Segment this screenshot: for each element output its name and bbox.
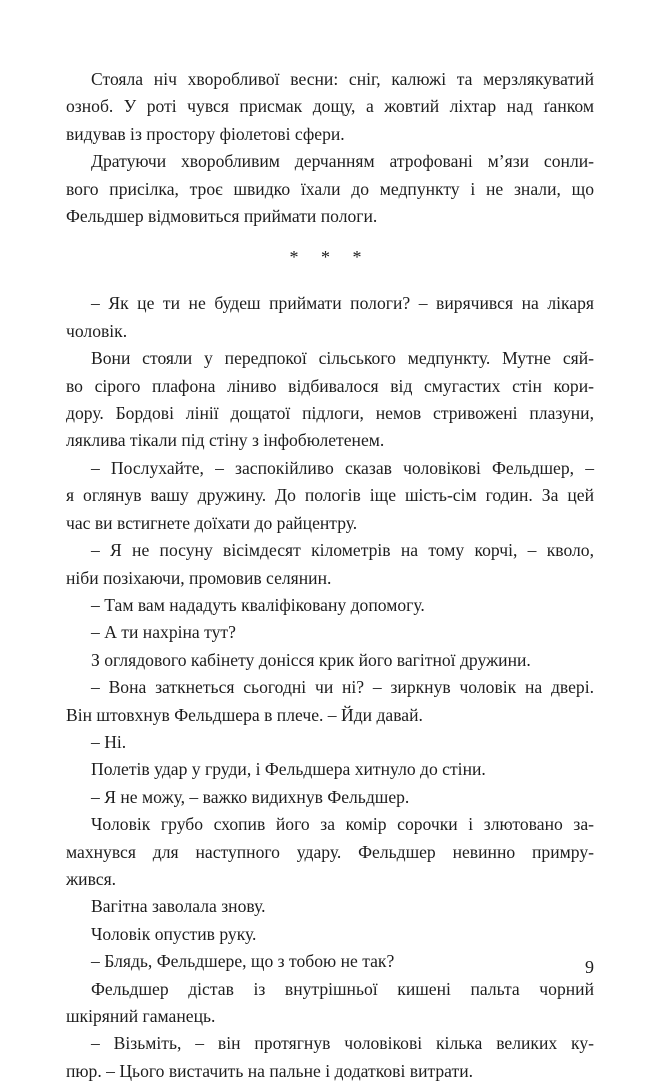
paragraph bbox=[66, 290, 594, 345]
text-line: Вони стояли у передпокої сільського медпункту. Мутне сяй- bbox=[91, 348, 594, 369]
text-line: – Блядь, Фельдшере, що з тобою не так? bbox=[91, 951, 395, 972]
section-separator: * * * bbox=[289, 247, 371, 268]
text-line: озноб. У роті чувся присмак дощу, а жовтий ліхтар над ґанком bbox=[66, 96, 594, 117]
text-line: пюр. – Цього вистачить на пальне і додаткові витрати. bbox=[66, 1060, 474, 1081]
paragraph bbox=[66, 976, 594, 1031]
paragraph bbox=[66, 893, 594, 920]
text-line: Він штовхнув Фельдшера в плече. – Йди давай. bbox=[66, 704, 423, 725]
text-line: вого присілка, троє швидко їхали до медпункту і не знали, що bbox=[66, 178, 594, 199]
text-line: дору. Бордові лінії дощатої підлоги, немов стривожені плазуни, bbox=[66, 403, 594, 424]
text-line: Чоловік опустив руку. bbox=[91, 923, 257, 944]
text-line: З оглядового кабінету донісся крик його вагітної дружини. bbox=[91, 649, 531, 670]
text-line: во сірого плафона ліниво відбивалося від смугастих стін кори- bbox=[66, 375, 594, 396]
paragraph bbox=[66, 455, 594, 537]
text-line: Стояла ніч хворобливої весни: сніг, калюжі та мерзлякуватий bbox=[91, 69, 594, 89]
text-line: Фельдшер відмовиться приймати пологи. bbox=[66, 206, 378, 227]
paragraph bbox=[66, 345, 594, 455]
text-line: – Послухайте, – заспокійливо сказав чоловікові Фельдшер, – bbox=[91, 457, 594, 478]
text-line: – Я не посуну вісімдесят кілометрів на тому корчі, – кволо, bbox=[91, 540, 594, 561]
text-line: чоловік. bbox=[66, 320, 128, 341]
body-text bbox=[66, 66, 594, 1085]
text-line: – Там вам нададуть кваліфіковану допомогу. bbox=[91, 594, 425, 615]
text-line: Полетів удар у груди, і Фельдшера хитнуло до стіни. bbox=[91, 759, 486, 780]
text-line: – Ні. bbox=[91, 731, 127, 752]
text-line: шкіряний гаманець. bbox=[66, 1006, 216, 1026]
text-line: Фельдшер дістав із внутрішньої кишені пальта чорний bbox=[91, 978, 594, 999]
text-line: жився. bbox=[66, 868, 117, 889]
text-line: час ви встигнете доїхати до райцентру. bbox=[66, 512, 358, 533]
text-line: я оглянув вашу дружину. До пологів іще шість-сім годин. За цей bbox=[66, 485, 594, 506]
paragraph bbox=[66, 592, 594, 619]
text-line: – Я не можу, – важко видихнув Фельдшер. bbox=[91, 786, 410, 807]
paragraph bbox=[66, 674, 594, 729]
text-line: Дратуючи хворобливим дерчанням атрофовані м’язи сонли- bbox=[91, 151, 594, 172]
paragraph bbox=[66, 756, 594, 783]
paragraph bbox=[66, 619, 594, 646]
text-line: ніби позіхаючи, промовив селянин. bbox=[66, 567, 332, 588]
text-line: видував із простору фіолетові сфери. bbox=[66, 123, 345, 144]
paragraph bbox=[66, 729, 594, 756]
paragraph bbox=[66, 647, 594, 674]
paragraph bbox=[66, 921, 594, 948]
text-line: махнувся для наступного удару. Фельдшер невинно примру- bbox=[66, 841, 594, 862]
page-number: 9 bbox=[585, 957, 594, 977]
paragraph bbox=[66, 1030, 594, 1085]
text-line: – А ти нахріна тут? bbox=[91, 622, 236, 643]
text-line: – Вона заткнеться сьогодні чи ні? – зиркнув чоловік на двері. bbox=[91, 677, 594, 698]
paragraph bbox=[66, 784, 594, 811]
text-line: ляклива тікали під стіну з інфобюлетенем. bbox=[66, 430, 385, 451]
text-line: – Візьміть, – він протягнув чоловікові кілька великих ку- bbox=[91, 1033, 594, 1054]
paragraph bbox=[66, 811, 594, 893]
text-line: Вагітна заволала знову. bbox=[91, 896, 266, 917]
paragraph bbox=[66, 948, 594, 975]
paragraph bbox=[66, 537, 594, 592]
text-line: Чоловік грубо схопив його за комір сорочки і злютовано за- bbox=[91, 814, 594, 835]
text-line: – Як це ти не будеш приймати пологи? – вирячився на лікаря bbox=[91, 293, 594, 314]
paragraph bbox=[66, 148, 594, 230]
paragraph bbox=[66, 66, 594, 148]
